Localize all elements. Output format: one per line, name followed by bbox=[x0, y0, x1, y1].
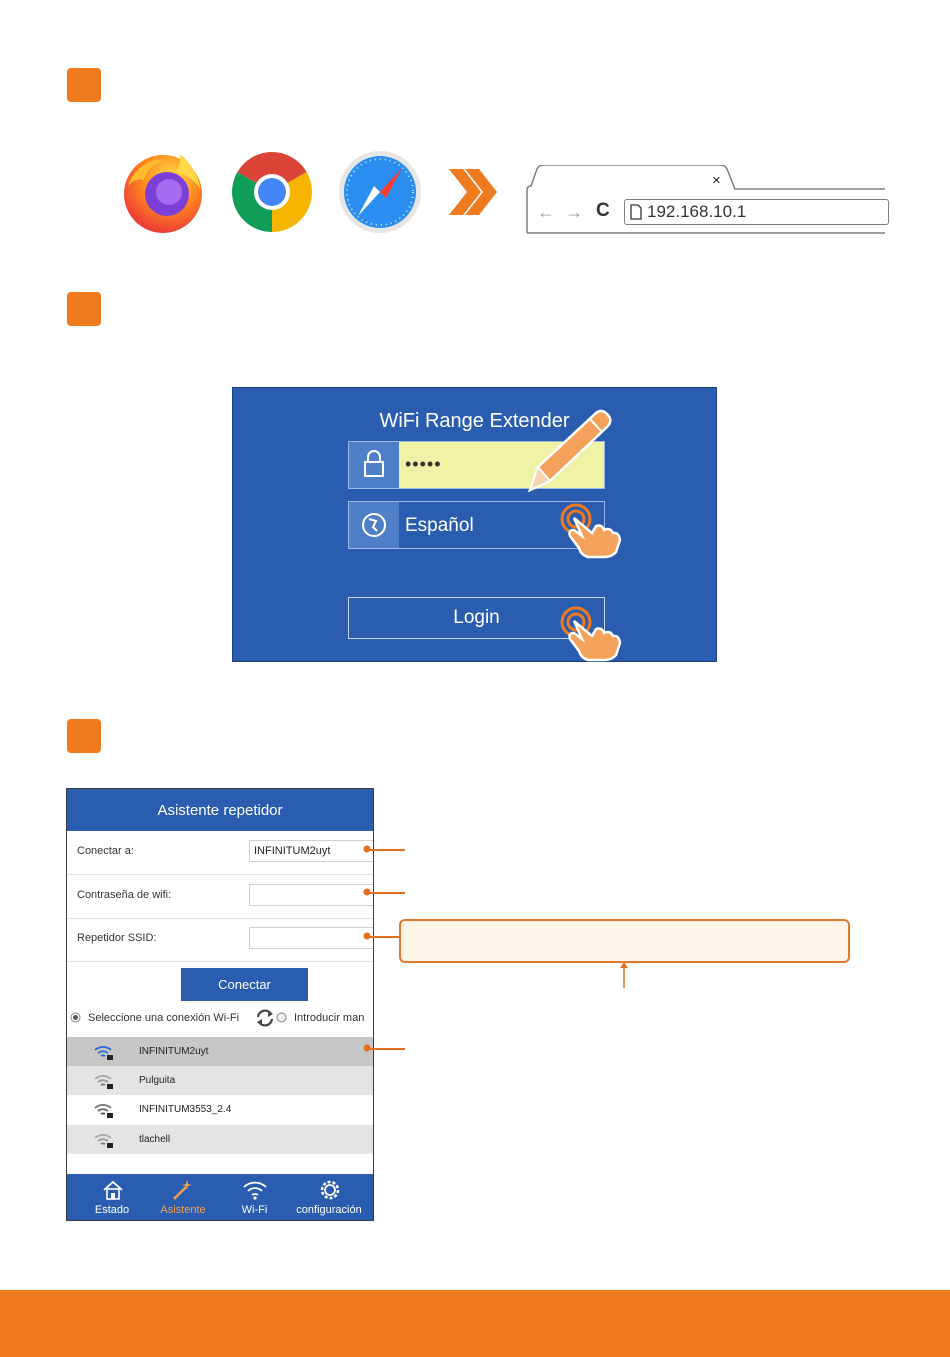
nav-wifi[interactable] bbox=[222, 1174, 287, 1220]
network-item[interactable] bbox=[67, 1095, 373, 1124]
callout-connect-to bbox=[367, 849, 405, 851]
wifi-icon bbox=[242, 1179, 268, 1201]
repeater-wizard bbox=[66, 788, 374, 1221]
magic-wand-icon bbox=[171, 1178, 195, 1202]
login-panel bbox=[232, 387, 717, 662]
network-name: Pulguita bbox=[139, 1075, 176, 1086]
connect-to-label: Conectar a: bbox=[77, 845, 134, 857]
refresh-icon[interactable] bbox=[255, 1009, 275, 1027]
wifi-password-label: Contraseña de wifi: bbox=[77, 889, 172, 901]
wifi-password-row bbox=[67, 875, 373, 919]
tab-close-icon[interactable]: × bbox=[712, 172, 721, 189]
globe-icon bbox=[349, 502, 399, 548]
wifi-lock-icon bbox=[94, 1132, 114, 1148]
double-chevron-right-icon bbox=[447, 167, 499, 217]
language-value: Español bbox=[405, 515, 474, 536]
network-item[interactable] bbox=[67, 1125, 373, 1154]
callout-repeater-ssid bbox=[367, 936, 401, 938]
tap-hand-icon bbox=[558, 500, 624, 560]
footer-bar bbox=[0, 1290, 950, 1357]
forward-icon[interactable]: → bbox=[565, 202, 583, 222]
nav-estado[interactable] bbox=[77, 1174, 147, 1220]
callout-dot bbox=[362, 844, 372, 854]
reload-icon[interactable]: C bbox=[596, 200, 610, 221]
step-2-marker bbox=[67, 292, 101, 326]
network-name: tlachell bbox=[139, 1134, 171, 1145]
nav-wifi-label: Wi-Fi bbox=[241, 1204, 268, 1216]
radio-unselected-icon[interactable] bbox=[276, 1012, 287, 1023]
login-title: WiFi Range Extender bbox=[379, 410, 570, 432]
callout-dot bbox=[362, 931, 372, 941]
ssid-note-box bbox=[399, 919, 850, 963]
network-item[interactable] bbox=[67, 1037, 373, 1066]
gear-icon bbox=[318, 1178, 342, 1202]
chrome-icon bbox=[228, 148, 316, 236]
callout-dot bbox=[362, 887, 372, 897]
wifi-lock-icon bbox=[94, 1073, 114, 1089]
bottom-nav bbox=[67, 1174, 373, 1220]
radio-select-label: Seleccione una conexión Wi-Fi bbox=[88, 1012, 240, 1024]
pencil-icon bbox=[520, 405, 615, 495]
step-3-marker bbox=[67, 719, 101, 753]
callout-dot bbox=[362, 1043, 372, 1053]
back-icon[interactable]: ← bbox=[537, 202, 555, 222]
wizard-title: Asistente repetidor bbox=[67, 789, 373, 831]
home-icon bbox=[102, 1179, 124, 1201]
callout-wifi-password bbox=[367, 892, 405, 894]
network-name: INFINITUM2uyt bbox=[139, 1046, 209, 1057]
safari-icon bbox=[336, 148, 424, 236]
nav-configuracion[interactable] bbox=[289, 1174, 369, 1220]
wifi-lock-icon bbox=[94, 1044, 114, 1060]
connect-button[interactable]: Conectar bbox=[181, 968, 308, 1001]
nav-asistente-label: Asistente bbox=[160, 1204, 206, 1216]
nav-asistente[interactable] bbox=[147, 1174, 219, 1220]
tap-hand-icon bbox=[558, 603, 624, 663]
wifi-password-input[interactable] bbox=[249, 884, 374, 906]
url-text: 192.168.10.1 bbox=[647, 202, 747, 221]
nav-configuracion-label: configuración bbox=[296, 1204, 362, 1216]
page-icon bbox=[630, 204, 642, 220]
password-value: ••••• bbox=[405, 454, 442, 474]
nav-estado-label: Estado bbox=[94, 1204, 130, 1216]
repeater-ssid-row bbox=[67, 918, 373, 962]
up-arrow-icon bbox=[619, 962, 629, 989]
network-name: INFINITUM3553_2.4 bbox=[139, 1104, 232, 1115]
radio-manual-label: Introducir man bbox=[294, 1012, 365, 1024]
firefox-icon bbox=[120, 148, 206, 234]
step-1-marker bbox=[67, 68, 101, 102]
radio-selected-icon[interactable] bbox=[70, 1012, 81, 1023]
connect-to-input[interactable]: INFINITUM2uyt bbox=[249, 840, 374, 862]
callout-network-list bbox=[367, 1048, 405, 1050]
network-item[interactable] bbox=[67, 1066, 373, 1095]
address-bar[interactable] bbox=[624, 199, 889, 225]
lock-icon bbox=[349, 442, 399, 488]
wifi-lock-icon bbox=[94, 1102, 114, 1118]
repeater-ssid-label: Repetidor SSID: bbox=[77, 932, 157, 944]
connect-to-row bbox=[67, 831, 373, 875]
connection-mode bbox=[67, 1009, 373, 1029]
repeater-ssid-input[interactable] bbox=[249, 927, 374, 949]
login-button[interactable]: Login bbox=[348, 597, 605, 639]
